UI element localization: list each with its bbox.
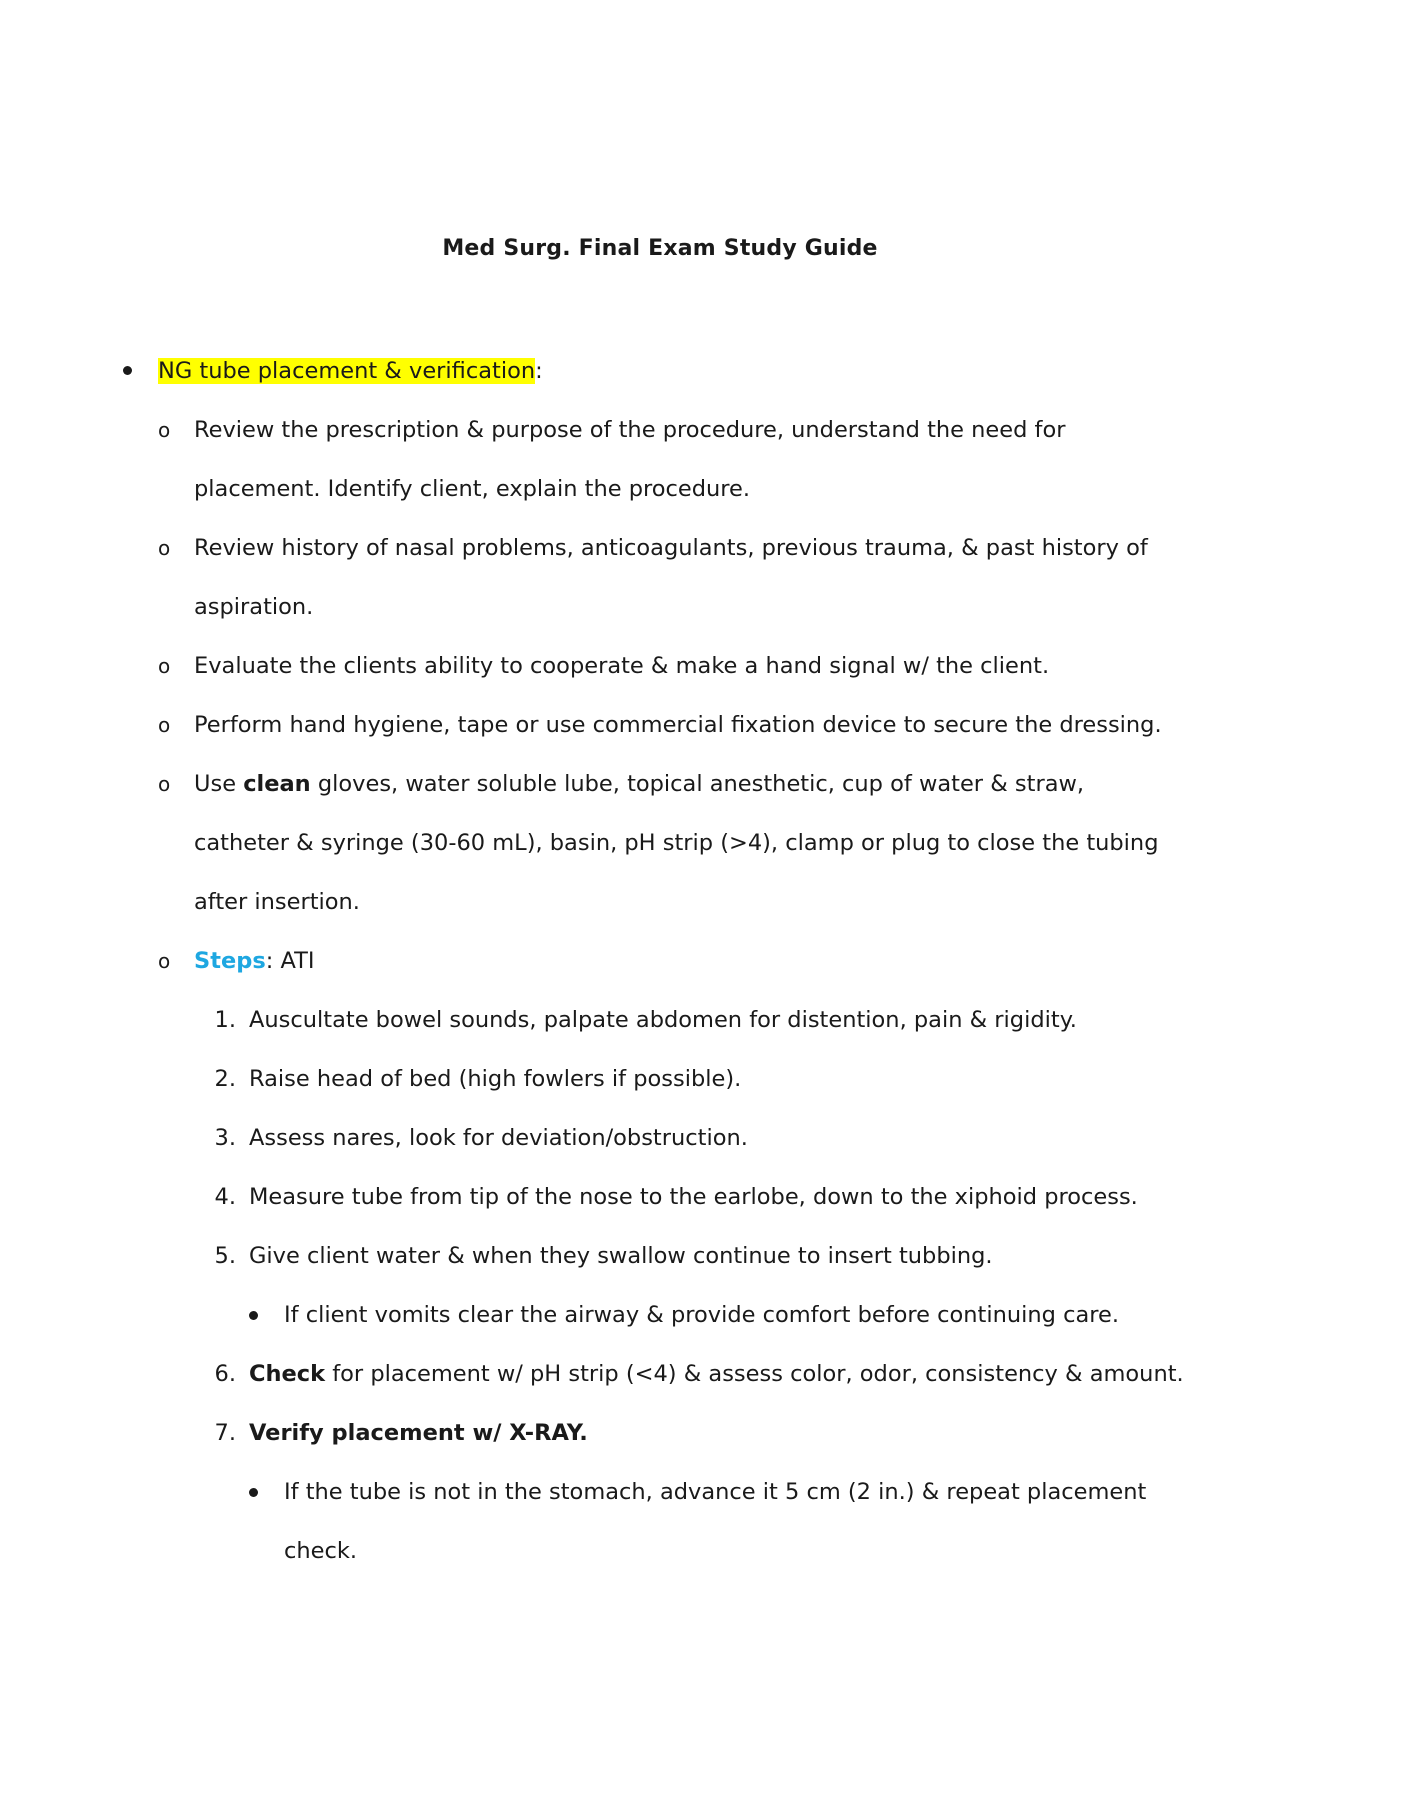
circle-bullet-icon: o [158,418,171,442]
text-segment: for placement w/ pH strip (<4) & assess color, odor, consistency & amount. [325,1361,1184,1387]
sub-bullet-text: If the tube is not in the stomach, advance it 5 cm (2 in.) & repeat placement [284,1479,1147,1505]
heading-suffix: : [535,358,543,384]
circle-bullet-icon: o [158,772,171,796]
list-item-line: catheter & syringe (30-60 mL), basin, pH strip (>4), clamp or plug to close the tubing [194,830,1159,856]
steps-suffix: : ATI [265,948,315,974]
step-text: Auscultate bowel sounds, palpate abdomen for distention, pain & rigidity. [249,1007,1077,1033]
step-number: 5. [214,1243,236,1269]
list-item-line [194,769,1084,799]
step-number: 4. [214,1184,236,1210]
step-number: 6. [214,1361,236,1387]
page-title: Med Surg. Final Exam Study Guide [442,236,878,261]
steps-label: Steps [194,948,266,974]
step-text [249,1359,1184,1389]
sub-bullet-text: If client vomits clear the airway & provide comfort before continuing care. [284,1302,1120,1328]
list-item-line: placement. Identify client, explain the procedure. [194,476,751,502]
step-number: 3. [214,1125,236,1151]
list-item-line: aspiration. [194,594,314,620]
circle-bullet-icon: o [158,713,171,737]
text-segment: Use [194,771,244,797]
step-text: Assess nares, look for deviation/obstruction. [249,1125,748,1151]
text-segment: gloves, water soluble lube, topical anesthetic, cup of water & straw, [310,771,1085,797]
bullet-icon [249,1311,258,1320]
step-number: 2. [214,1066,236,1092]
circle-bullet-icon: o [158,654,171,678]
step-text: Give client water & when they swallow continue to insert tubbing. [249,1243,993,1269]
list-item-line: Review history of nasal problems, anticoagulants, previous trauma, & past history of [194,535,1148,561]
sub-bullet-text: check. [284,1538,358,1564]
section-heading [158,356,543,386]
step-text [249,1418,588,1448]
bullet-icon [123,366,132,375]
bold-term: clean [243,771,311,797]
circle-bullet-icon: o [158,536,171,560]
list-item-line: Evaluate the clients ability to cooperate & make a hand signal w/ the client. [194,653,1050,679]
step-number: 7. [214,1420,236,1446]
list-item-line: Review the prescription & purpose of the procedure, understand the need for [194,417,1066,443]
bold-term: Check [249,1361,326,1387]
step-text: Measure tube from tip of the nose to the earlobe, down to the xiphoid process. [249,1184,1138,1210]
steps-heading [194,946,314,976]
list-item-line: after insertion. [194,889,360,915]
step-text: Raise head of bed (high fowlers if possible). [249,1066,742,1092]
circle-bullet-icon: o [158,949,171,973]
highlighted-heading: NG tube placement & verification [158,358,536,384]
list-item-line: Perform hand hygiene, tape or use commercial fixation device to secure the dressing. [194,712,1162,738]
bullet-icon [249,1488,258,1497]
step-number: 1. [214,1007,236,1033]
bold-term: Verify placement w/ X-RAY. [249,1420,588,1446]
